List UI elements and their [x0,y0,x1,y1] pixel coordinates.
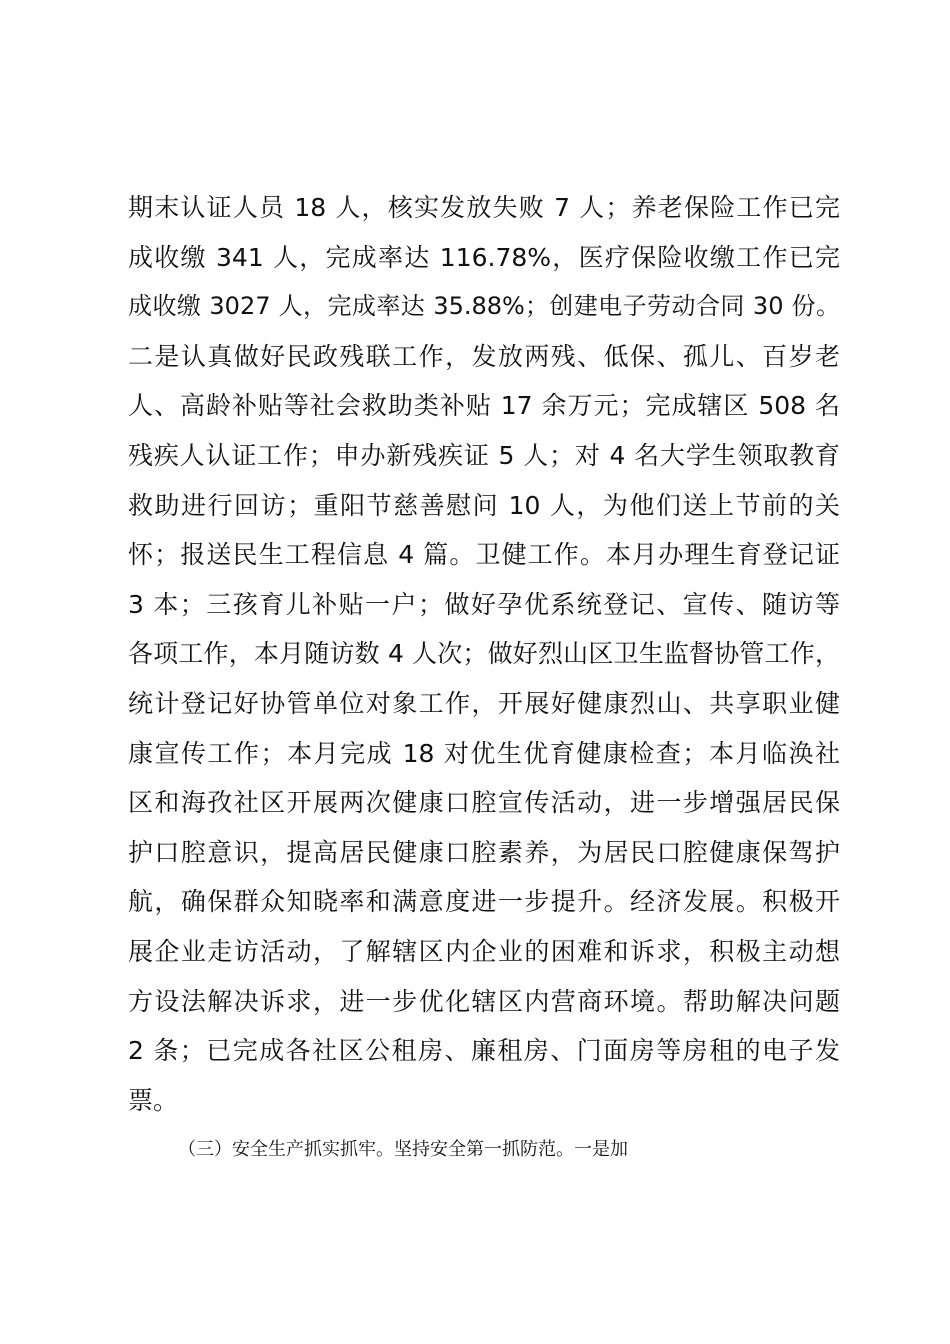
text-line-2: 成收缴 341 人，完成率达 116.78%，医疗保险收缴工作已完 [128,242,840,272]
text-line-15: 航，确保群众知晓率和满意度进一步提升。经济发展。积极开 [128,887,840,917]
text-line-4: 二是认真做好民政残联工作，发放两残、低保、孤儿、百岁老 [128,341,840,371]
text-line-1: 期末认证人员 18 人，核实发放失败 7 人；养老保险工作已完 [128,193,840,222]
text-line-14: 护口腔意识，提高居民健康口腔素养，为居民口腔健康保驾护 [128,837,840,867]
text-line-12: 康宣传工作；本月完成 18 对优生优育健康检查；本月临涣社 [128,738,840,768]
section-heading-line: （三）安全生产抓实抓牢。坚持安全第一抓防范。一是加 [178,1139,628,1161]
document-body [128,183,840,1175]
text-line-18: 2 条；已完成各社区公租房、廉租房、门面房等房租的电子发 [128,1036,840,1066]
text-line-19: 票。 [128,1085,179,1115]
text-line-17: 方设法解决诉求，进一步优化辖区内营商环境。帮助解决问题 [128,986,840,1016]
text-line-3: 成收缴 3027 人，完成率达 35.88%；创建电子劳动合同 30 份。 [128,292,840,321]
text-line-10: 各项工作，本月随访数 4 人次；做好烈山区卫生监督协管工作， [128,639,840,669]
text-line-7: 救助进行回访；重阳节慈善慰问 10 人，为他们送上节前的关 [128,490,840,520]
text-line-5: 人、高龄补贴等社会救助类补贴 17 余万元；完成辖区 508 名 [128,391,840,421]
text-line-9: 3 本；三孩育儿补贴一户；做好孕优系统登记、宣传、随访等 [128,589,840,619]
text-line-11: 统计登记好协管单位对象工作，开展好健康烈山、共享职业健 [128,688,840,718]
text-line-6: 残疾人认证工作；申办新残疾证 5 人；对 4 名大学生领取教育 [128,440,840,470]
text-line-16: 展企业走访活动，了解辖区内企业的困难和诉求，积极主动想 [128,936,840,966]
text-line-8: 怀；报送民生工程信息 4 篇。卫健工作。本月办理生育登记证 [128,540,840,570]
text-line-13: 区和海孜社区开展两次健康口腔宣传活动，进一步增强居民保 [128,788,840,818]
